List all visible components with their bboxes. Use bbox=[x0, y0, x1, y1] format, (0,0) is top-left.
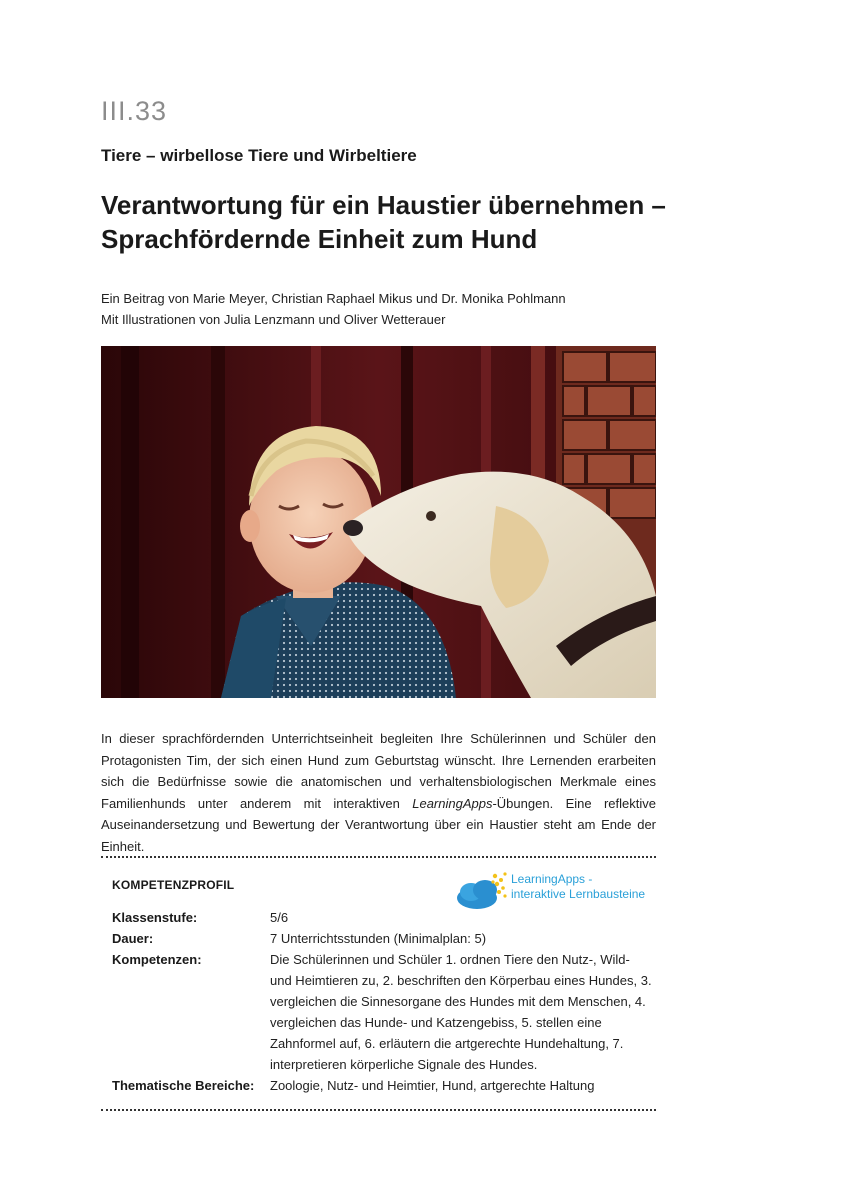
logo-line-2: interaktive Lernbausteine bbox=[511, 887, 646, 901]
title-line-2: Sprachfördernde Einheit zum Hund bbox=[101, 224, 538, 254]
profile-value: Die Schülerinnen und Schüler 1. ordnen Tiere den Nutz-, Wild- und Heimtieren zu, 2. beschriften den Körperbau eines Hundes, 3. vergleichen die Sinnesorgane des Hundes mit dem Menschen, 4. vergleichen das Hunde- und Katzengebiss, 5. stellen eine Zahnformel auf, 6. erläutern die artgerechte Hundehaltung, 7. interpretieren körperliche Signale des Hundes. bbox=[270, 952, 652, 1072]
top-dotted-divider bbox=[101, 856, 656, 858]
intro-paragraph bbox=[101, 728, 656, 858]
profile-label: Dauer: bbox=[112, 931, 154, 946]
category-heading: Tiere – wirbellose Tiere und Wirbeltiere bbox=[101, 146, 417, 165]
profile-row bbox=[112, 949, 652, 1075]
logo-line-1: LearningApps - bbox=[511, 872, 593, 886]
profile-row bbox=[112, 928, 652, 949]
learningapps-logo bbox=[455, 868, 665, 912]
section-code: III.33 bbox=[101, 96, 168, 126]
competence-profile-table bbox=[112, 907, 652, 1096]
profile-row bbox=[112, 1075, 652, 1096]
profile-label: Klassenstufe: bbox=[112, 910, 198, 925]
intro-learningapps-emphasis: LearningApps bbox=[412, 795, 493, 811]
intro-text-part-1: In dieser sprachfördernden Unterrichtseinheit begleiten Ihre Schülerinnen und Schüler den Protagonisten Tim, der sich einen Hund zum Geburtstag wünscht. Ihre Lernenden erarbeiten sich die Bedürfnisse sowie die anatomischen und verhaltensbiologischen Merkmale eines Familienhunds unter anderem mit interaktiven bbox=[101, 731, 656, 811]
profile-value: 7 Unterrichtsstunden (Minimalplan: 5) bbox=[270, 931, 487, 946]
cover-photo-boy-with-dog bbox=[101, 346, 656, 698]
page-title bbox=[101, 188, 701, 256]
learningapps-logo-text bbox=[511, 872, 645, 902]
profile-value: Zoologie, Nutz- und Heimtier, Hund, artgerechte Haltung bbox=[270, 1078, 595, 1093]
bottom-dotted-divider bbox=[101, 1109, 656, 1111]
profile-label: Kompetenzen: bbox=[112, 952, 202, 967]
illustrators-line: Mit Illustrationen von Julia Lenzmann und Oliver Wetterauer bbox=[101, 312, 446, 327]
authors-block bbox=[101, 288, 566, 330]
learningapps-cloud-icon bbox=[455, 868, 511, 912]
title-line-1: Verantwortung für ein Haustier übernehmen – bbox=[101, 190, 666, 220]
intro-text-part-2: -Übungen. Eine reflektive Auseinandersetzung und Bewertung der Verantwortung über ein Haustier steht am Ende der Einheit. bbox=[101, 795, 656, 854]
profile-row bbox=[112, 907, 652, 928]
competence-profile-heading: KOMPETENZPROFIL bbox=[112, 878, 235, 892]
profile-value: 5/6 bbox=[270, 910, 289, 925]
authors-line: Ein Beitrag von Marie Meyer, Christian Raphael Mikus und Dr. Monika Pohlmann bbox=[101, 291, 566, 306]
profile-label: Thematische Bereiche: bbox=[112, 1078, 255, 1093]
